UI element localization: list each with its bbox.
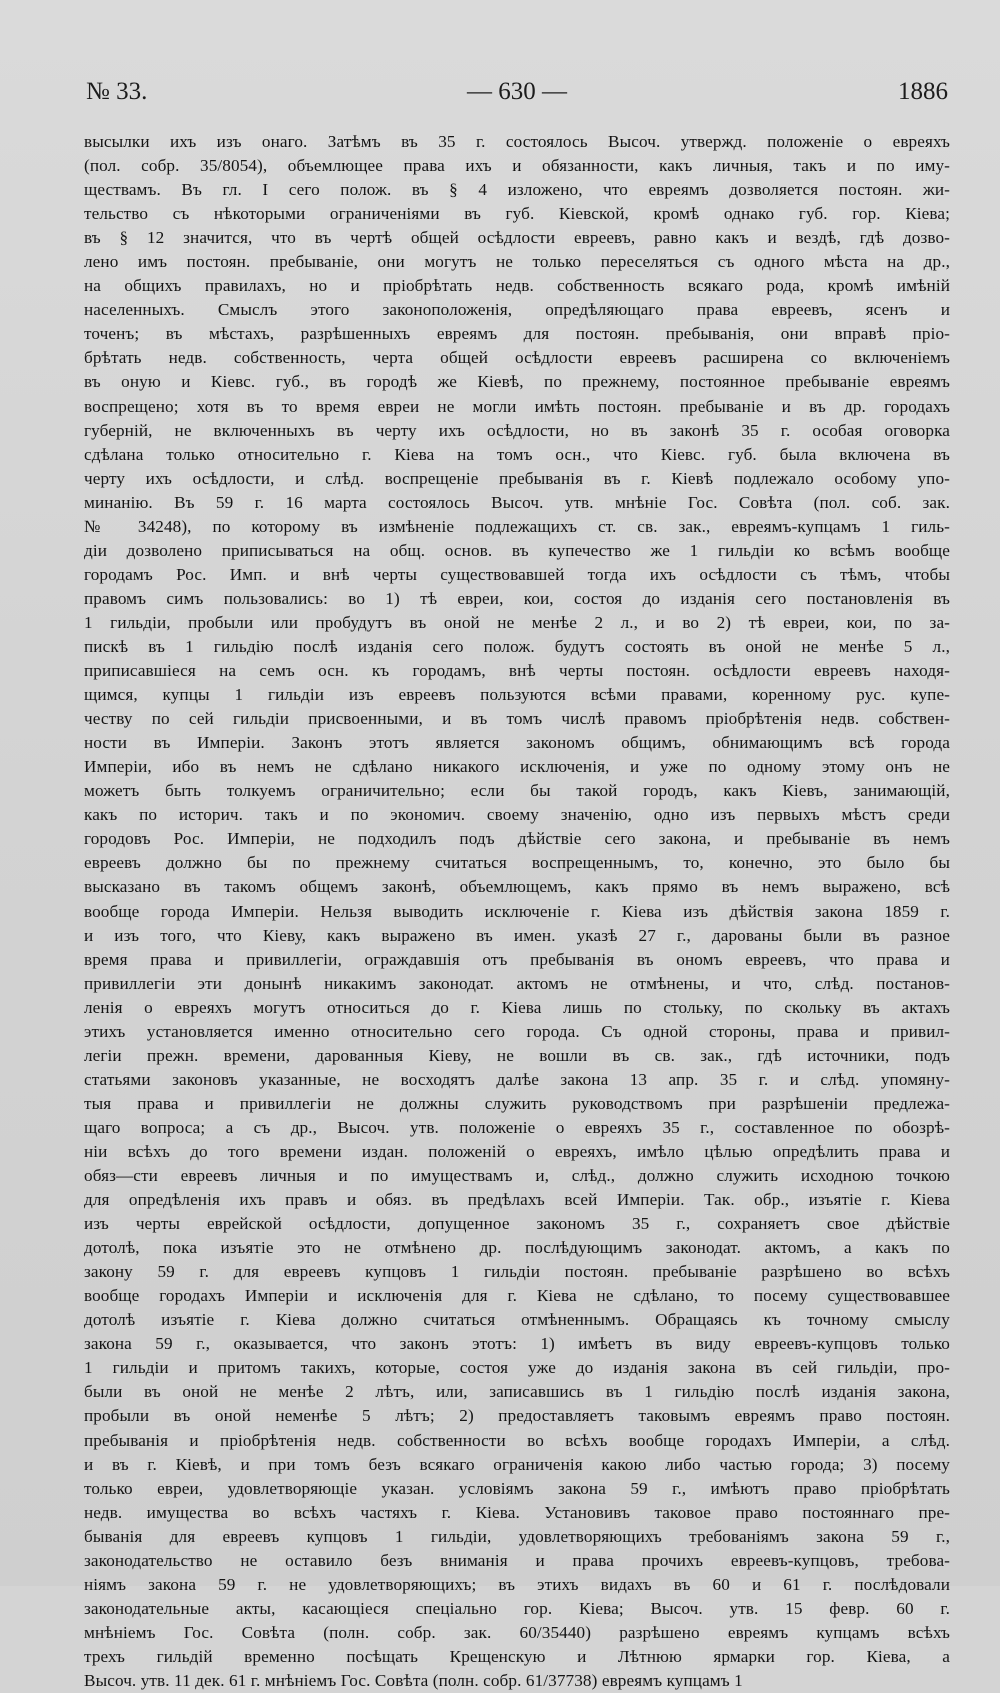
text-line: этихъ установляется именно относительно сего города. Съ одной стороны, права и привил- (84, 1021, 950, 1041)
text-line: привиллегіи эти донынѣ никакимъ законодат. актомъ не отмѣнены, и что, слѣд. постанов- (84, 973, 950, 993)
text-line: городамъ Рос. Имп. и внѣ черты существовавшей тогда ихъ осѣдлости съ тѣмъ, чтобы (84, 564, 950, 584)
text-line: точенъ; въ мѣстахъ, разрѣшенныхъ евреямъ для постоян. пребыванія, они вправѣ пріо- (84, 324, 950, 344)
text-line: мнѣніемъ Гос. Совѣта (полн. собр. зак. 60/35440) разрѣшено евреямъ купцамъ всѣхъ (84, 1622, 950, 1642)
text-line: щаго вопроса; а съ др., Высоч. утв. положеніе о евреяхъ 35 г., составленное по обозрѣ- (84, 1117, 950, 1137)
text-line: и изъ того, что Кіеву, какъ выражено въ имен. указѣ 27 г., дарованы были въ разное (84, 925, 950, 945)
text-line: діи дозволено приписываться на общ. основ. въ купечество же 1 гильдіи ко всѣмъ вообще (84, 540, 950, 560)
text-line: пребыванія и пріобрѣтенія недв. собственности во всѣхъ вообще городахъ Имперіи, а слѣд. (84, 1430, 950, 1450)
text-line: законодательство не оставило безъ вниманія и права прочихъ евреевъ-купцовъ, требова- (84, 1550, 950, 1570)
text-line: брѣтать недв. собственность, черта общей осѣдлости евреевъ расширена со включеніемъ (84, 348, 950, 368)
text-line: тельство съ нѣкоторыми ограниченіями въ губ. Кіевской, кромѣ однако губ. гор. Кіева; (84, 204, 950, 224)
page-header (86, 78, 948, 110)
text-line: дотолѣ, пока изъятіе это не отмѣнено др. послѣдующимъ законодат. актомъ, а какъ по (84, 1238, 950, 1258)
text-line: вообще городахъ Имперіи и исключенія для г. Кіева не сдѣлано, то посему существовавшее (84, 1286, 950, 1306)
text-line: изъ черты еврейской осѣдлости, допущенное закономъ 35 г., сохраняетъ свое дѣйствіе (84, 1214, 950, 1234)
text-line: ніямъ закона 59 г. не удовлетворяющихъ; въ этихъ видахъ въ 60 и 61 г. послѣдовали (84, 1574, 950, 1594)
text-line: на общихъ правилахъ, но и пріобрѣтать недв. собственность всякаго рода, кромѣ имѣній (84, 276, 950, 296)
text-line: закону 59 г. для евреевъ купцовъ 1 гильдіи постоян. пребываніе разрѣшено во всѣхъ (84, 1262, 950, 1282)
text-line: вообще города Имперіи. Нельзя выводить исключеніе г. Кіева изъ дѣйствія закона 1859 г. (84, 901, 950, 921)
text-line: пробыли въ оной неменѣе 5 лѣтъ; 2) предоставляетъ таковымъ евреямъ право постоян. (84, 1406, 950, 1426)
text-line: и въ г. Кіевѣ, и при томъ безъ всякаго ограниченія какою либо частью города; 3) посему (84, 1454, 950, 1474)
text-line: Высоч. утв. 11 дек. 61 г. мнѣніемъ Гос. Совѣта (полн. собр. 61/37738) евреямъ купцамъ 1 (84, 1671, 743, 1690)
text-line: закона 59 г., оказывается, что законъ этотъ: 1) имѣетъ въ виду евреевъ-купцовъ только (84, 1334, 950, 1354)
year: 1886 (898, 78, 948, 105)
text-line: лено имъ постоян. пребываніе, они могутъ не только переселяться съ одного мѣста на др., (84, 252, 950, 272)
text-line: въ § 12 значится, что въ чертѣ общей осѣдлости евреевъ, равно какъ и вездѣ, гдѣ дозво- (84, 228, 950, 248)
text-line: дотолѣ изъятіе г. Кіева должно считаться отмѣненнымъ. Обращаясь къ точному смыслу (84, 1310, 950, 1330)
text-line: ществамъ. Въ гл. I сего полож. въ § 4 изложено, что евреямъ дозволяется постоян. жи- (84, 180, 950, 200)
text-line: честву по сей гильдіи присвоенными, и въ томъ числѣ правомъ пріобрѣтенія недв. собствен- (84, 709, 950, 729)
text-line: приписавшіеся на семъ осн. къ городамъ, внѣ черты постоян. осѣдлости евреевъ находя- (84, 661, 950, 681)
text-line: ности въ Имперіи. Законъ этотъ является закономъ общимъ, обнимающимъ всѣ города (84, 733, 950, 753)
text-line: законодательные акты, касающіеся спеціально гор. Кіева; Высоч. утв. 15 февр. 60 г. (84, 1598, 950, 1618)
text-line: губерній, не включенныхъ въ черту ихъ осѣдлости, но въ законѣ 35 г. особая оговорка (84, 420, 950, 440)
text-line: легіи прежн. времени, дарованныя Кіеву, не вошли въ св. зак., гдѣ источники, подъ (84, 1045, 950, 1065)
text-line: 1 гильдіи и притомъ такихъ, которые, состоя уже до изданія закона въ сей гильдіи, про- (84, 1358, 950, 1378)
text-line: въ оную и Кіевс. губ., въ городѣ же Кіевѣ, по прежнему, постоянное пребываніе евреямъ (84, 372, 950, 392)
text-line: недв. имущества во всѣхъ частяхъ г. Кіева. Установивъ таковое право постояннаго пре- (84, 1502, 950, 1522)
text-line: быванія для евреевъ купцовъ 1 гильдіи, удовлетворяющихъ требованіямъ закона 59 г., (84, 1526, 950, 1546)
text-line: ленія о евреяхъ могутъ относиться до г. Кіева лишь по стольку, по скольку въ актахъ (84, 997, 950, 1017)
text-line: тыя права и привиллегіи не должны служить руководствомъ при разрѣшеніи предлежа- (84, 1093, 950, 1113)
text-line: 1 гильдіи, пробыли или пробудутъ въ оной не менѣе 2 л., и во 2) тѣ евреи, кои, по за- (84, 612, 950, 632)
body-text (84, 130, 950, 1693)
text-line: ніи всѣхъ до того времени издан. положеній о евреяхъ, имѣло цѣлью опредѣлить права и (84, 1141, 950, 1161)
text-line: высказано въ такомъ общемъ законѣ, объемлющемъ, какъ прямо въ немъ выражено, всѣ (84, 877, 950, 897)
text-line: какъ по историч. такъ и по экономич. своему значенію, одно изъ первыхъ мѣстъ среди (84, 805, 950, 825)
issue-number: № 33. (86, 78, 148, 105)
text-line: (пол. собр. 35/8054), объемлющее права ихъ и обязанности, какъ личныя, такъ и по иму- (84, 156, 950, 176)
text-line: только евреи, удовлетворяющіе указан. условіямъ закона 59 г., имѣютъ право пріобрѣтать (84, 1478, 950, 1498)
text-line: правомъ симъ пользовались: во 1) тѣ евреи, кои, состоя до изданія сего постановленія въ (84, 588, 950, 608)
text-line: минанію. Въ 59 г. 16 марта состоялось Высоч. утв. мнѣніе Гос. Совѣта (пол. соб. зак. (84, 492, 950, 512)
text-line: для опредѣленія ихъ правъ и обяз. въ предѣлахъ всей Имперіи. Так. обр., изъятіе г. Кіева (84, 1190, 950, 1210)
text-line: щимся, купцы 1 гильдіи изъ евреевъ пользуются всѣми правами, коренному рус. купе- (84, 685, 950, 705)
text-line: можетъ быть толкуемъ ограничительно; если бы такой городъ, какъ Кіевъ, занимающій, (84, 781, 950, 801)
text-line: городовъ Рос. Имперіи, не подходилъ подъ дѣйствіе сего закона, и пребываніе въ немъ (84, 829, 950, 849)
text-line: трехъ гильдій временно посѣщать Крещенскую и Лѣтнюю ярмарки гор. Кіева, а (84, 1646, 950, 1666)
text-line: были въ оной не менѣе 2 лѣтъ, или, записавшись въ 1 гильдію послѣ изданія закона, (84, 1382, 950, 1402)
text-line: воспрещено; хотя въ то время евреи не могли имѣть постоян. пребываніе и въ др. городахъ (84, 396, 950, 416)
text-line: населенныхъ. Смыслъ этого законоположенія, опредѣляющаго права евреевъ, ясенъ и (84, 300, 950, 320)
text-line: обяз—сти евреевъ личныя и по имуществамъ и, слѣд., должно служить исходною точкою (84, 1166, 950, 1186)
text-line: сдѣлана только относительно г. Кіева на томъ осн., что Кіевс. губ. была включена въ (84, 444, 950, 464)
text-line: пискѣ въ 1 гильдію послѣ изданія сего полож. будутъ состоять въ оной не менѣе 5 л., (84, 636, 950, 656)
text-line: евреевъ должно бы по прежнему считаться воспрещеннымъ, то, конечно, это было бы (84, 853, 950, 873)
text-line: высылки ихъ изъ онаго. Затѣмъ въ 35 г. состоялось Высоч. утвержд. положеніе о евреяхъ (84, 132, 950, 151)
text-line: № 34248), по которому въ измѣненіе подлежащихъ ст. св. зак., евреямъ-купцамъ 1 гиль- (84, 516, 950, 536)
text-line: время права и привиллегіи, ограждавшія отъ пребыванія въ ономъ евреевъ, что права и (84, 949, 950, 969)
text-line: статьями законовъ указанные, не восходятъ далѣе закона 13 апр. 35 г. и слѣд. упомяну- (84, 1069, 950, 1089)
text-line: Имперіи, ибо въ немъ не сдѣлано никакого исключенія, и уже по одному этому онъ не (84, 757, 950, 777)
page-number: — 630 — (467, 78, 567, 105)
text-line: черту ихъ осѣдлости, и слѣд. воспрещеніе пребыванія въ г. Кіевѣ подлежало особому упо- (84, 468, 950, 488)
